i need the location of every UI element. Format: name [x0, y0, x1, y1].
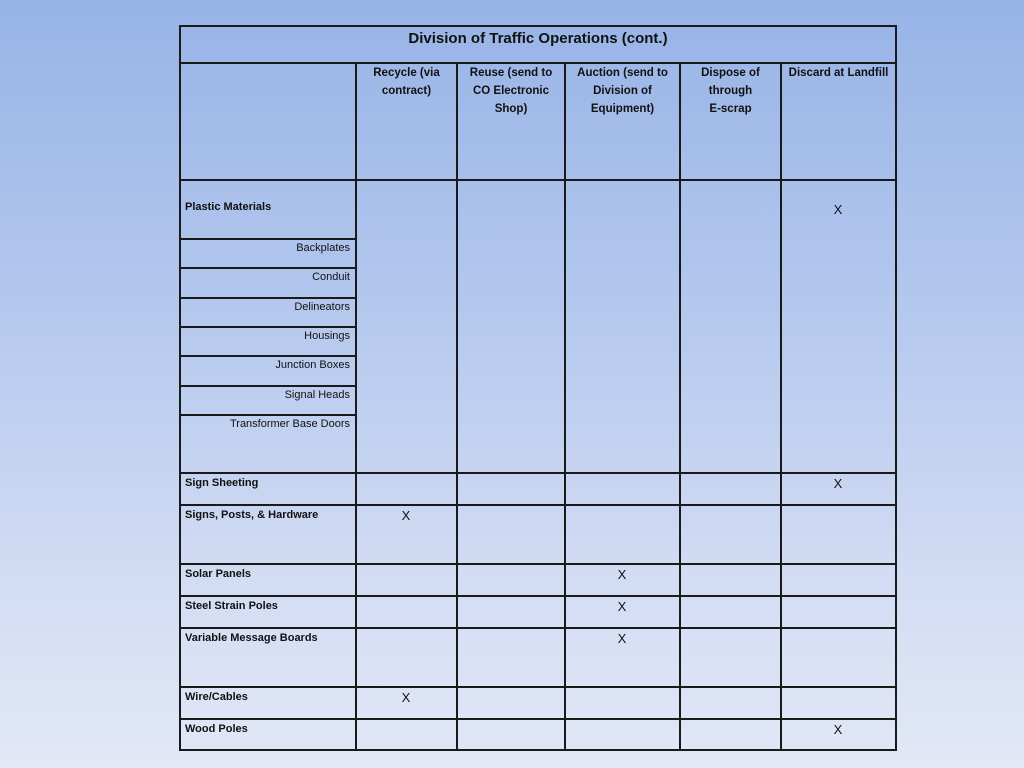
row-label-signs-posts-hardware: Signs, Posts, & Hardware [185, 509, 319, 521]
subitem-delineators: Delineators [294, 301, 350, 313]
row-label-wood-poles: Wood Poles [185, 723, 248, 735]
column-header-recycle: Recycle (via contract) [373, 67, 440, 97]
mark-solar-panels: X [617, 567, 627, 582]
mark-wood-poles: X [833, 722, 843, 737]
subitem-backplates: Backplates [296, 242, 350, 254]
subitem-conduit: Conduit [312, 271, 350, 283]
column-header-reuse: Reuse (send to CO Electronic Shop) [469, 67, 553, 115]
subitem-housings: Housings [304, 330, 350, 342]
column-header-auction: Auction (send to Division of Equipment) [577, 67, 668, 115]
row-label-solar-panels: Solar Panels [185, 568, 252, 580]
mark-signs-posts-hardware: X [401, 508, 411, 523]
row-label-variable-message-boards: Variable Message Boards [185, 632, 318, 644]
row-label-wire-cables: Wire/Cables [185, 691, 248, 703]
subitem-transformer-base-doors: Transformer Base Doors [229, 418, 350, 430]
mark-steel-strain-poles: X [617, 599, 627, 614]
table-title: Division of Traffic Operations (cont.) [408, 30, 668, 47]
column-header-dispose: Dispose of through E-scrap [701, 67, 760, 115]
mark-variable-message-boards: X [617, 631, 627, 646]
row-label-plastic-materials: Plastic Materials [185, 201, 272, 213]
subitem-junction-boxes: Junction Boxes [275, 359, 350, 371]
row-label-sign-sheeting: Sign Sheeting [185, 477, 259, 489]
mark-plastic-materials: X [833, 202, 843, 217]
subitem-signal-heads: Signal Heads [284, 389, 350, 401]
mark-sign-sheeting: X [833, 476, 843, 491]
column-header-discard: Discard at Landfill [788, 67, 889, 79]
row-label-steel-strain-poles: Steel Strain Poles [185, 600, 278, 612]
mark-wire-cables: X [401, 690, 411, 705]
